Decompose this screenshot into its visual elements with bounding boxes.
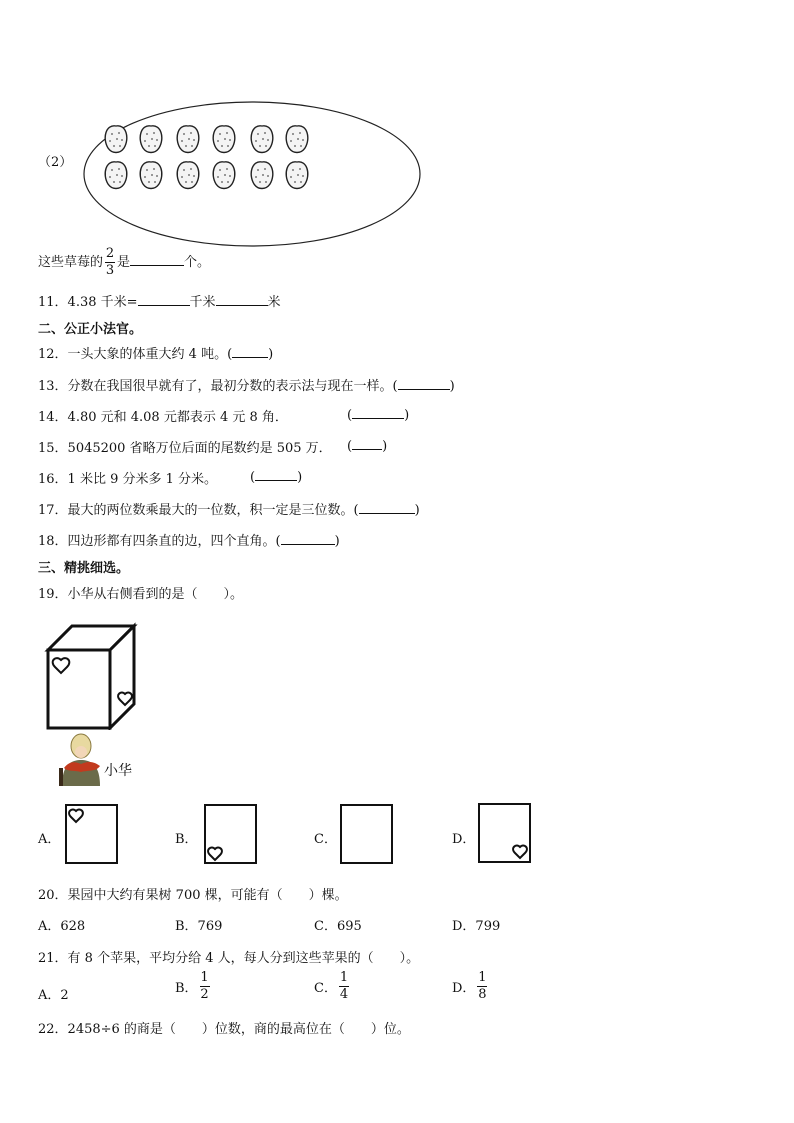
option-b-figure[interactable] (203, 803, 259, 865)
answer-blank[interactable] (138, 293, 190, 306)
strawberry-icon (140, 162, 162, 189)
q16-text: 16．1 米比 9 分米多 1 分米。 (38, 472, 218, 487)
q18-close: ) (334, 534, 340, 549)
fraction-numerator: 1 (339, 970, 349, 985)
q11-text-a: 11．4.38 千米= (38, 295, 138, 310)
q15-text: 15．5045200 省略万位后面的尾数约是 505 万． (38, 441, 332, 456)
answer-blank[interactable] (255, 468, 297, 481)
fraction-one-eighth (477, 971, 487, 1002)
q12-close: ) (268, 347, 274, 362)
q11-text-c: 米 (267, 295, 281, 310)
q15-close: ) (382, 439, 388, 454)
option-a-figure[interactable] (64, 803, 120, 865)
q13-close: ) (449, 379, 455, 394)
question-11 (38, 291, 281, 310)
question-19: 19．小华从右侧看到的是（ ）。 (38, 587, 244, 602)
fraction-numerator: 1 (200, 970, 209, 985)
question-14-answer (347, 406, 409, 423)
xiaohua-person-icon (56, 732, 106, 786)
strawberry-icon (286, 162, 308, 189)
section-3-title: 三、精挑细选。 (38, 561, 130, 576)
question-13 (38, 375, 455, 394)
strawberry-icon (213, 162, 235, 189)
question-14 (38, 406, 288, 425)
strawberry-icon (105, 126, 127, 153)
strawberry-icon (105, 162, 127, 189)
option-b-label[interactable]: B． (175, 832, 198, 847)
q14-open: ( (347, 408, 353, 423)
q14-close: ) (404, 408, 410, 423)
strawberry-sentence-post: 个。 (184, 255, 211, 270)
answer-blank[interactable] (216, 293, 268, 306)
strawberry-icon (213, 126, 235, 153)
q21-option-a[interactable]: A．2 (38, 988, 69, 1003)
fraction-one-quarter (339, 971, 349, 1002)
answer-blank[interactable] (130, 253, 184, 266)
q21-option-d[interactable] (452, 971, 489, 1002)
question-15-answer (347, 437, 387, 454)
fraction-denominator: 2 (200, 987, 209, 1002)
answer-blank[interactable] (352, 437, 382, 450)
option-c-figure[interactable] (339, 803, 395, 865)
question-18 (38, 530, 340, 549)
strawberry-icon (251, 162, 273, 189)
question-15 (38, 437, 332, 456)
question-12 (38, 343, 273, 362)
q16-open: ( (250, 470, 256, 485)
q21-option-d-label: D． (452, 981, 476, 996)
strawberry-icon (177, 126, 199, 153)
answer-blank[interactable] (232, 345, 268, 358)
q21-option-c[interactable] (314, 971, 351, 1002)
question-16-answer (250, 468, 302, 485)
q16-close: ) (297, 470, 303, 485)
q20-option-c[interactable]: C．695 (314, 919, 362, 934)
fraction-numerator: 1 (478, 970, 487, 985)
question-17 (38, 499, 420, 518)
strawberry-sentence-pre: 这些草莓的 (38, 255, 104, 270)
answer-blank[interactable] (398, 377, 450, 390)
cube-figure (44, 622, 140, 730)
q17-text: 17．最大的两位数乘最大的一位数，积一定是三位数。( (38, 503, 359, 518)
question-16 (38, 468, 217, 487)
strawberry-ellipse-figure (82, 100, 422, 248)
item-label-2: （2） (38, 155, 73, 170)
answer-blank[interactable] (281, 532, 335, 545)
q15-open: ( (347, 439, 353, 454)
xiaohua-label: 小华 (104, 763, 132, 779)
fraction-two-thirds (105, 247, 115, 278)
question-20: 20．果园中大约有果树 700 棵，可能有（ ）棵。 (38, 888, 348, 903)
answer-blank[interactable] (352, 406, 404, 419)
q12-text: 12．一头大象的体重大约 4 吨。( (38, 347, 233, 362)
strawberry-icon (177, 162, 199, 189)
q21-option-b-label: B． (175, 981, 198, 996)
option-d-label[interactable]: D． (452, 832, 476, 847)
strawberry-icon (251, 126, 273, 153)
question-22: 22．2458÷6 的商是（ ）位数，商的最高位在（ ）位。 (38, 1022, 410, 1037)
option-d-figure[interactable] (477, 802, 533, 864)
section-2-title: 二、公正小法官。 (38, 322, 143, 337)
q18-text: 18．四边形都有四条直的边，四个直角。( (38, 534, 281, 549)
q17-close: ) (414, 503, 420, 518)
q11-text-b: 千米 (189, 295, 216, 310)
question-21: 21．有 8 个苹果，平均分给 4 人，每人分到这些苹果的（ ）。 (38, 951, 420, 966)
fraction-one-half (200, 971, 210, 1002)
fraction-denominator: 4 (339, 987, 349, 1002)
option-c-label[interactable]: C． (314, 832, 337, 847)
fraction-denominator: 8 (478, 987, 487, 1002)
q20-option-b[interactable]: B．769 (175, 919, 223, 934)
strawberry-icon (286, 126, 308, 153)
fraction-numerator: 2 (105, 246, 115, 261)
option-a-label[interactable]: A． (38, 832, 61, 847)
q21-option-b[interactable] (175, 971, 212, 1002)
q13-text: 13．分数在我国很早就有了，最初分数的表示法与现在一样。( (38, 379, 398, 394)
q20-option-d[interactable]: D．799 (452, 919, 501, 934)
q20-option-a[interactable]: A．628 (38, 919, 86, 934)
q21-option-c-label: C． (314, 981, 337, 996)
strawberry-icon (140, 126, 162, 153)
fraction-denominator: 3 (105, 263, 115, 278)
strawberry-question (38, 246, 210, 280)
answer-blank[interactable] (359, 501, 415, 514)
q14-text: 14．4.80 元和 4.08 元都表示 4 元 8 角． (38, 410, 288, 425)
strawberry-sentence-mid: 是 (117, 255, 131, 270)
